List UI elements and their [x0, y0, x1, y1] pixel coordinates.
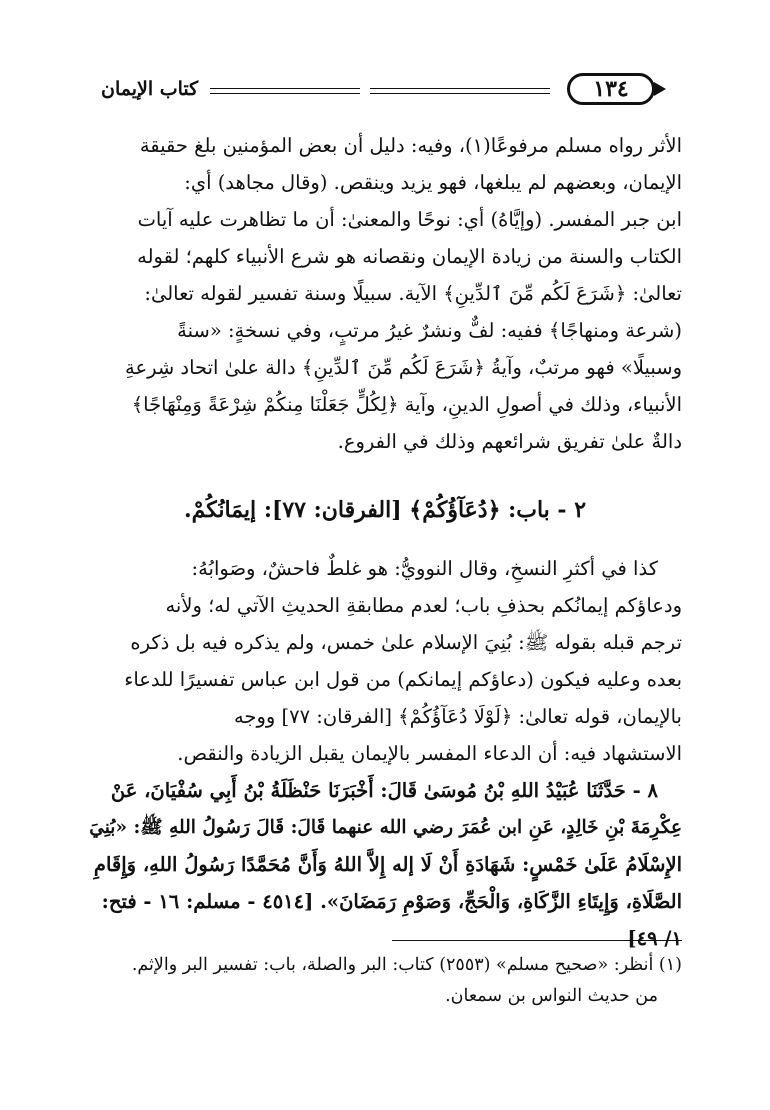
- commentary-paragraph-1: [88, 127, 682, 460]
- footnote-line: (١) أنظر: «صحيح مسلم» (٢٥٥٣) كتاب: البر والصلة، باب: تفسير البر والإثم.: [131, 955, 682, 975]
- text-line: الاستشهاد فيه: أن الدعاء المفسر بالإيمان يقبل الزيادة والنقص.: [177, 742, 682, 765]
- text-line: الأنبياء، وذلك في أصولِ الدينِ، وآية ﴿لِكُلٍّ جَعَلْنَا مِنكُمْ شِرْعَةً وَمِنْهَاجًا﴾: [131, 393, 682, 416]
- header-rule-right-top: [370, 88, 550, 89]
- footnote: [88, 950, 682, 1012]
- text-line: بالإيمان، قوله تعالىٰ: ﴿لَوْلَا دُعَآؤُكُمْ﴾ [الفرقان: ٧٧] ووجه: [233, 705, 682, 728]
- page-number-badge: [567, 73, 655, 105]
- text-line: (شرعة ومنهاجًا﴾ ففيه: لفٌّ ونشرٌ غيرُ مرتبٍ، وفي نسخةٍ: «سنةً: [177, 319, 682, 342]
- header-rule-left-top: [210, 88, 360, 89]
- hadith-line: ٨ - حَدَّثَنَا عُبَيْدُ اللهِ بْنُ مُوسَىٰ قَالَ: أَخْبَرَنَا حَنْظَلَةُ بْنُ أَبِي سُفْيَانَ، عَنْ: [110, 779, 658, 802]
- text-line: تعالىٰ: ﴿شَرَعَ لَكُم مِّنَ ٱلدِّينِ﴾ الآية. سبيلًا وسنة تفسير لقوله تعالىٰ:: [144, 282, 682, 305]
- hadith-line: عِكْرِمَةَ بْنِ خَالِدٍ، عَنِ ابن عُمَرَ رضي الله عنهما قَالَ: قَالَ رَسُولُ اللهِ ﷺ: «بُنِيَ: [89, 817, 682, 838]
- running-header: [95, 70, 675, 112]
- text-line: ودعاؤكم إيمانُكم بحذفِ باب؛ لعدم مطابقةِ الحديثِ الآتي له؛ ولأنه: [165, 594, 682, 617]
- footnote-line: من حديث النواس بن سمعان.: [445, 986, 658, 1006]
- text-line: ابن جبر المفسر. (وإيَّاهُ) أي: نوحًا والمعنىٰ: أن ما تظاهرت عليه آيات: [137, 208, 682, 231]
- hadith-line: الإِسْلَامُ عَلَىٰ خَمْسٍ: شَهَادَةِ أَنْ لَا إله إِلاَّ اللهُ وَأَنَّ مُحَمَّدًا رَسُولُ اللهِ، وَإِقَامِ: [93, 853, 682, 876]
- text-line: الكتاب والسنة من زيادة الإيمان ونقصانه هو شرع الأنبياء كلهم؛ لقوله: [137, 245, 682, 268]
- header-title: كتاب الإيمان: [101, 78, 199, 100]
- text-line: كذا في أكثرِ النسخِ، وقال النوويُّ: هو غلطٌ فاحشٌ، وصَوابُهُ:: [191, 557, 658, 580]
- text-line: وسبيلًا» فهو مرتبٌ، وآيةُ ﴿شَرَعَ لَكُم مِّنَ ٱلدِّينِ﴾ دالة علىٰ اتحاد شِرعةِ: [125, 356, 682, 379]
- hadith-line: الصَّلَاةِ، وَإِيتَاءِ الزَّكَاةِ، وَالْحَجِّ، وَصَوْمِ رَمَضَانَ». [٤٥١٤ - مسلم: ١٦ - فتح:: [101, 890, 682, 913]
- page-number: ١٣٤: [593, 76, 629, 102]
- text-line: بعده وعليه فيكون (دعاؤكم إيمانكم) من قول ابن عباس تفسيرًا للدعاء: [124, 668, 682, 691]
- text-line: الإيمان، وبعضهم لم يبلغها، فهو يزيد وينقص. (وقال مجاهد) أي:: [184, 171, 682, 194]
- text-line: دالةٌ علىٰ تفريق شرائعهم وذلك في الفروع.: [337, 430, 682, 453]
- header-rule-right-bottom: [370, 93, 550, 94]
- text-line: الأثر رواه مسلم مرفوعًا(١)، وفيه: دليل أن بعض المؤمنين بلغ حقيقة: [139, 134, 682, 157]
- footnote-divider: [392, 940, 682, 941]
- text-line: ترجم قبله بقوله ﷺ: بُنِيَ الإسلام علىٰ خمس، ولم يذكره فيه بل ذكره: [130, 631, 682, 654]
- chapter-heading: ٢ - باب: ﴿دُعَآؤُكُمْ﴾ [الفرقان: ٧٧]: إيمَانُكُمْ.: [183, 497, 587, 523]
- header-rule-left-bottom: [210, 93, 360, 94]
- hadith-line: ١/ ٤٩]: [627, 927, 682, 950]
- commentary-paragraph-2: [88, 550, 682, 957]
